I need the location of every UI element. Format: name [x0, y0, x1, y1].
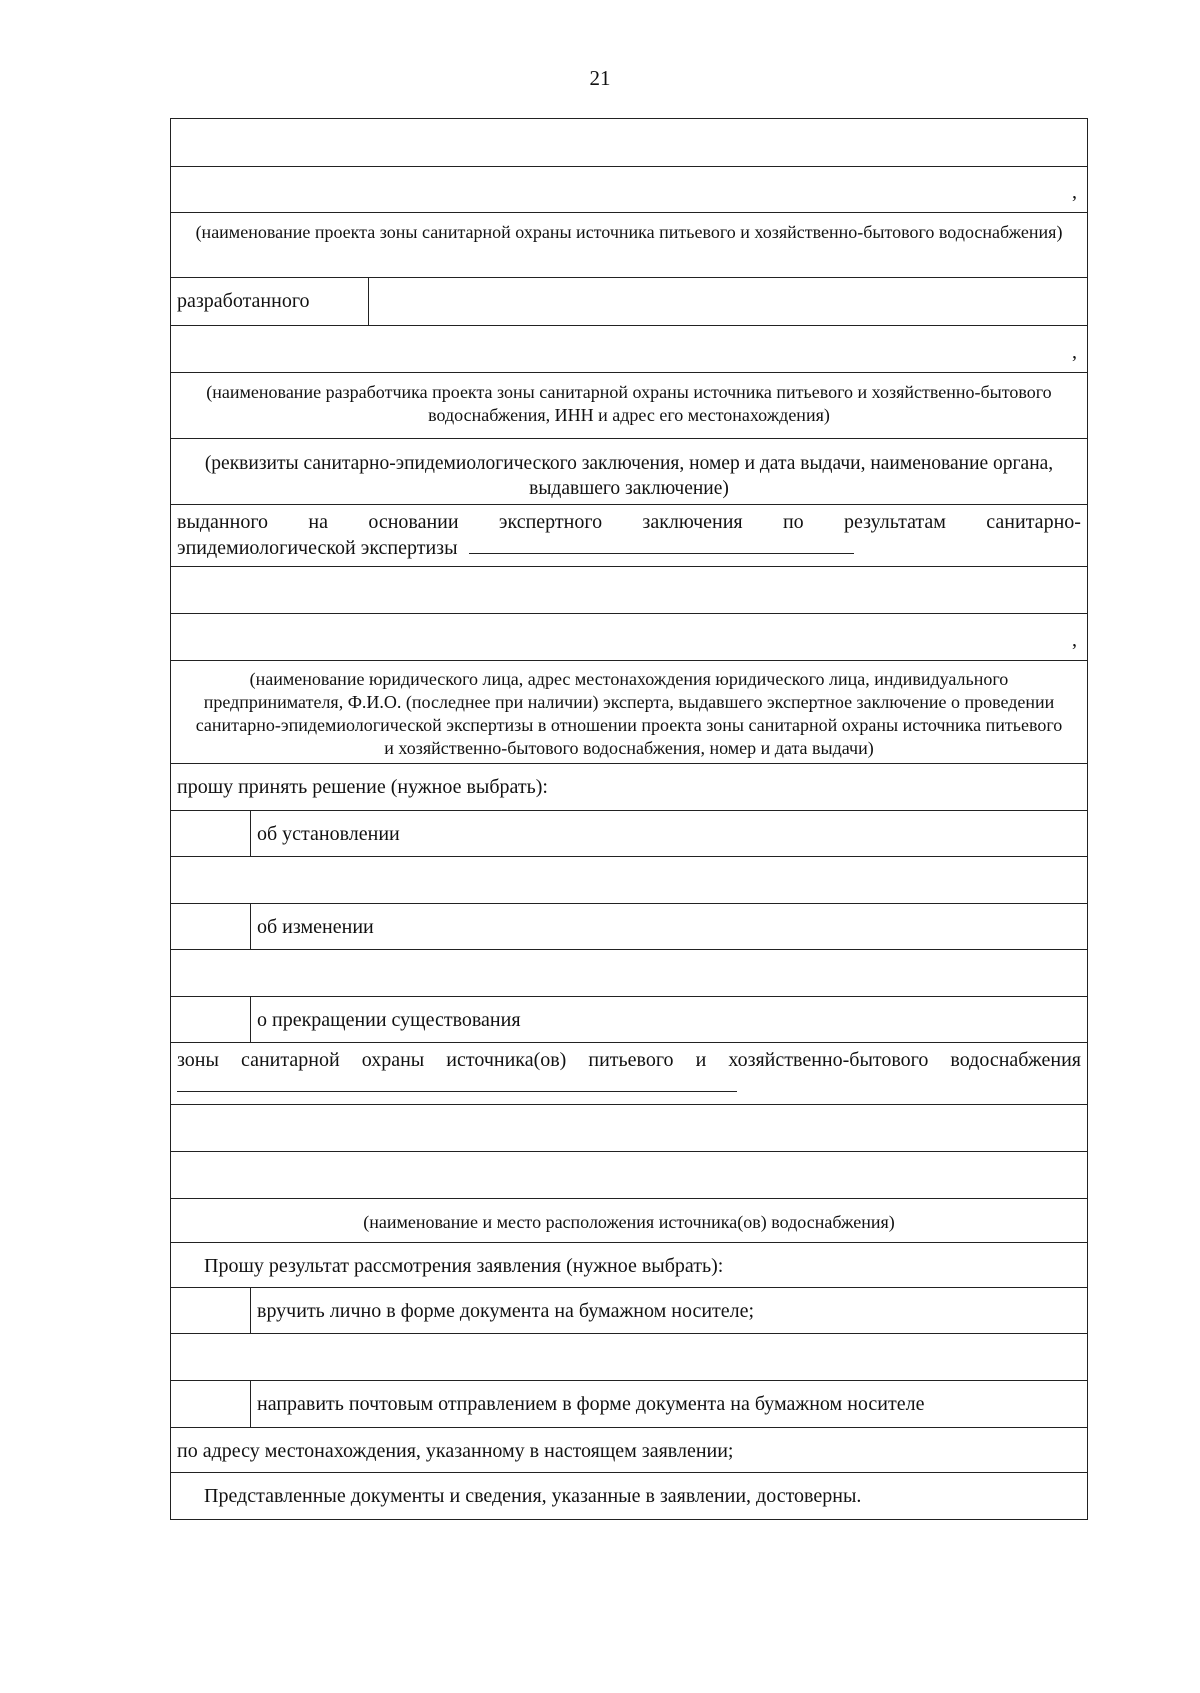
issued-basis-text [171, 505, 1087, 566]
decision-option-label: об изменении [257, 916, 374, 938]
decision-option-change[interactable] [171, 903, 1087, 949]
zone-line-2 [177, 1073, 1081, 1099]
expert-caption: (наименование юридического лица, адрес местонахождения юридического лица, индивидуального предпринимателя, Ф.И.О. (последнее при наличии) эксперта, выдавшего экспертное заключение о проведении санитарно-эпидемиологической экспертизы в отношении проекта зоны санитарной охраны источника питьевого и хозяйственно-бытового водоснабжения, номер и дата выдачи) [195, 669, 1063, 758]
zone-word: питьевого [588, 1049, 674, 1071]
project-name-caption: (наименование проекта зоны санитарной охраны источника питьевого и хозяйственно-бытового водоснабжения) [195, 222, 1063, 242]
request-result-row [171, 1242, 1087, 1287]
result-option-label: вручить лично в форме документа на бумажном носителе; [257, 1300, 755, 1322]
expert-caption-row [171, 660, 1087, 763]
request-decision-label: прошу принять решение (нужное выбрать): [177, 776, 548, 798]
zone-text [171, 1043, 1087, 1104]
zone-row [171, 1042, 1087, 1104]
address-row [171, 1427, 1087, 1472]
expert-field-1[interactable] [171, 566, 1087, 613]
decision-option-establish[interactable] [171, 810, 1087, 856]
issued-word: по [782, 511, 804, 533]
developed-label: разработанного [171, 278, 369, 325]
source-caption: (наименование и место расположения источника(ов) водоснабжения) [363, 1212, 895, 1232]
result-checkbox-mail[interactable] [171, 1381, 251, 1427]
issued-basis-line-1 [177, 510, 1081, 535]
source-field-2[interactable] [171, 1151, 1087, 1198]
developer-field-1[interactable] [369, 278, 1087, 325]
issued-basis-line-2 [177, 535, 1081, 561]
developer-field-2[interactable] [171, 325, 1087, 372]
zone-word: зоны [177, 1049, 219, 1071]
source-field-1[interactable] [171, 1104, 1087, 1151]
decision-option-terminate[interactable] [171, 996, 1087, 1042]
spacer-row [171, 1333, 1087, 1380]
issued-basis-label: эпидемиологической экспертизы [177, 537, 458, 559]
issued-word: основании [368, 511, 459, 533]
issued-word: заключения [642, 511, 743, 533]
issued-word: санитарно- [986, 511, 1081, 533]
expert-field-2[interactable] [171, 613, 1087, 660]
zone-word: водоснабжения [950, 1049, 1081, 1071]
zone-word: санитарной [240, 1049, 340, 1071]
decision-option-label: об установлении [257, 823, 400, 845]
issued-word: выданного [177, 511, 269, 533]
spacer-row [171, 949, 1087, 996]
decision-checkbox-establish[interactable] [171, 811, 251, 856]
reliability-statement: Представленные документы и сведения, указанные в заявлении, достоверны. [204, 1485, 862, 1507]
expertise-blank-line[interactable] [469, 535, 854, 554]
result-option-label: направить почтовым отправлением в форме документа на бумажном носителе [257, 1393, 925, 1415]
conclusion-caption: (реквизиты санитарно-эпидемиологического заключения, номер и дата выдачи, наименование органа, выдавшего заключение) [204, 453, 1054, 499]
page-number: 21 [589, 66, 611, 90]
issued-basis-row [171, 504, 1087, 566]
reliability-row [171, 1472, 1087, 1519]
project-name-caption-row [171, 212, 1087, 277]
zone-word: и [695, 1049, 707, 1071]
result-checkbox-personal[interactable] [171, 1288, 251, 1333]
comma-mark: , [1072, 629, 1077, 651]
project-name-field-2[interactable] [171, 166, 1087, 212]
decision-checkbox-terminate[interactable] [171, 997, 251, 1042]
zone-word: охраны [361, 1049, 425, 1071]
zone-blank-line[interactable] [177, 1073, 737, 1092]
comma-mark: , [1072, 341, 1077, 363]
developer-caption-row [171, 372, 1087, 438]
address-label: по адресу местонахождения, указанному в настоящем заявлении; [177, 1440, 734, 1462]
issued-word: результатам [844, 511, 946, 533]
decision-option-label: о прекращении существования [257, 1009, 521, 1031]
decision-checkbox-change[interactable] [171, 904, 251, 949]
issued-word: на [308, 511, 328, 533]
request-result-label: Прошу результат рассмотрения заявления (нужное выбрать): [204, 1255, 724, 1277]
result-option-mail[interactable] [171, 1380, 1087, 1427]
issued-word: экспертного [498, 511, 603, 533]
source-caption-row [171, 1198, 1087, 1242]
zone-word: источника(ов) [446, 1049, 567, 1071]
application-form [170, 118, 1088, 1520]
project-name-field-1[interactable] [171, 119, 1087, 166]
zone-line-1 [177, 1048, 1081, 1073]
zone-word: хозяйственно-бытового [728, 1049, 929, 1071]
conclusion-caption-row [171, 438, 1087, 504]
spacer-row [171, 856, 1087, 903]
request-decision-row [171, 763, 1087, 810]
developer-caption: (наименование разработчика проекта зоны санитарной охраны источника питьевого и хозяйственно-бытового водоснабжения, ИНН и адрес его местонахождения) [206, 382, 1052, 425]
comma-mark: , [1072, 181, 1077, 203]
developed-row [171, 277, 1087, 325]
result-option-personal[interactable] [171, 1287, 1087, 1333]
